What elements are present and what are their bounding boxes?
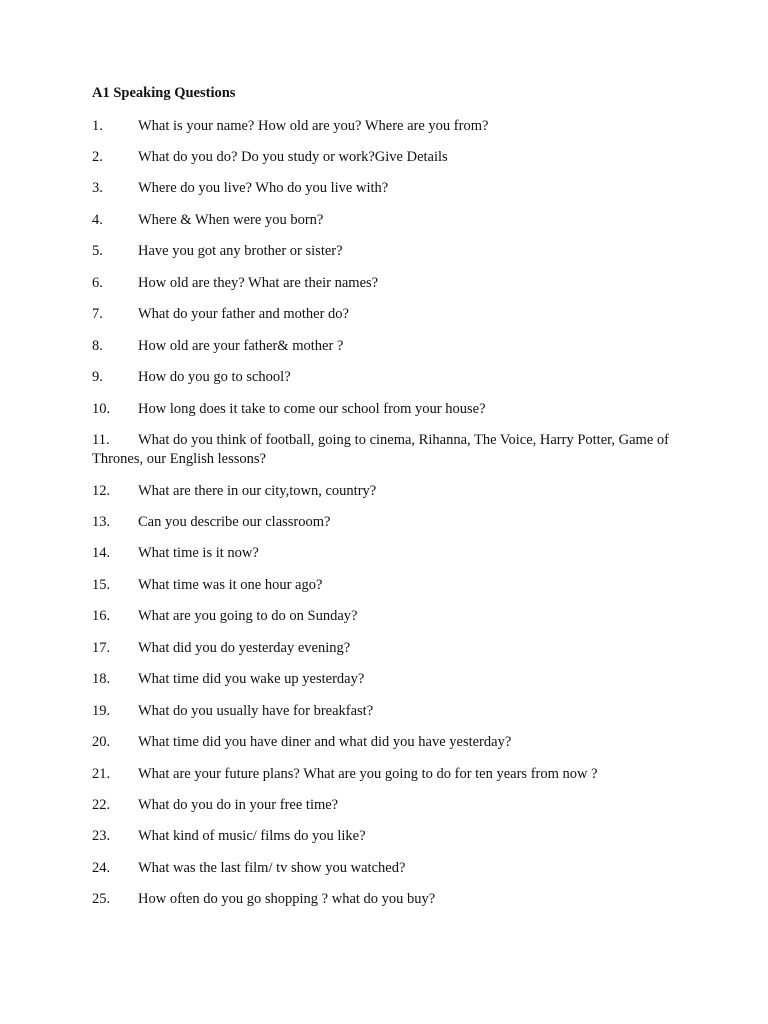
question-item (92, 368, 692, 387)
question-number: 11. (92, 432, 110, 448)
question-item (92, 607, 692, 626)
question-text: Where & When were you born? (138, 212, 324, 228)
question-number: 25. (92, 891, 111, 907)
question-text: What did you do yesterday evening? (138, 640, 351, 656)
question-item (92, 482, 692, 501)
question-number: 16. (92, 608, 111, 624)
question-item (92, 890, 692, 909)
question-number: 19. (92, 703, 111, 719)
question-item (92, 733, 692, 752)
question-item (92, 827, 692, 846)
question-item (92, 702, 692, 721)
question-text: How old are they? What are their names? (138, 275, 379, 291)
question-item (92, 639, 692, 658)
question-item (92, 179, 692, 198)
document-title: A1 Speaking Questions (92, 85, 236, 101)
question-text: How long does it take to come our school from your house? (138, 401, 486, 417)
question-text: What are you going to do on Sunday? (138, 608, 358, 624)
question-text: What are there in our city,town, country? (138, 483, 377, 499)
question-item (92, 670, 692, 689)
question-text: What do you usually have for breakfast? (138, 703, 374, 719)
question-number: 15. (92, 577, 111, 593)
question-item (92, 148, 692, 167)
question-item (92, 274, 692, 293)
question-number: 4. (92, 212, 103, 228)
question-number: 12. (92, 483, 111, 499)
question-text: What time did you have diner and what did you have yesterday? (138, 734, 512, 750)
question-text: Have you got any brother or sister? (138, 243, 343, 259)
question-item (92, 242, 692, 261)
question-number: 20. (92, 734, 111, 750)
question-number: 8. (92, 338, 103, 354)
question-text: What are your future plans? What are you going to do for ten years from now ? (138, 766, 598, 782)
question-text: What do you think of football, going to cinema, Rihanna, The Voice, Harry Potter, Game of Thrones, our English lessons? (92, 432, 669, 467)
question-number: 6. (92, 275, 103, 291)
question-text: How often do you go shopping ? what do you buy? (138, 891, 436, 907)
question-text: What time was it one hour ago? (138, 577, 323, 593)
question-item (92, 859, 692, 878)
question-text: What is your name? How old are you? Where are you from? (138, 118, 489, 134)
question-item (92, 544, 692, 563)
question-text: What was the last film/ tv show you watched? (138, 860, 406, 876)
question-number: 18. (92, 671, 111, 687)
question-number: 23. (92, 828, 111, 844)
question-item (92, 337, 692, 356)
question-text: What do your father and mother do? (138, 306, 349, 322)
question-item (92, 117, 692, 136)
question-number: 14. (92, 545, 111, 561)
question-item (92, 400, 692, 419)
question-item (92, 305, 692, 324)
question-number: 9. (92, 369, 103, 385)
question-text: How old are your father& mother ? (138, 338, 344, 354)
question-number: 1. (92, 118, 103, 134)
question-item (92, 211, 692, 230)
question-number: 3. (92, 180, 103, 196)
question-text: What time did you wake up yesterday? (138, 671, 365, 687)
question-item (92, 431, 692, 469)
question-text: Where do you live? Who do you live with? (138, 180, 389, 196)
question-text: What do you do? Do you study or work?Give Details (138, 149, 448, 165)
question-text: How do you go to school? (138, 369, 291, 385)
question-number: 5. (92, 243, 103, 259)
question-item (92, 513, 692, 532)
question-number: 24. (92, 860, 111, 876)
question-text: What time is it now? (138, 545, 259, 561)
question-number: 22. (92, 797, 111, 813)
question-text: What do you do in your free time? (138, 797, 339, 813)
question-number: 13. (92, 514, 111, 530)
question-text: Can you describe our classroom? (138, 514, 331, 530)
question-number: 10. (92, 401, 111, 417)
question-item (92, 576, 692, 595)
question-number: 21. (92, 766, 111, 782)
question-item (92, 765, 692, 784)
question-number: 2. (92, 149, 103, 165)
question-text: What kind of music/ films do you like? (138, 828, 366, 844)
question-item (92, 796, 692, 815)
question-number: 7. (92, 306, 103, 322)
question-number: 17. (92, 640, 111, 656)
